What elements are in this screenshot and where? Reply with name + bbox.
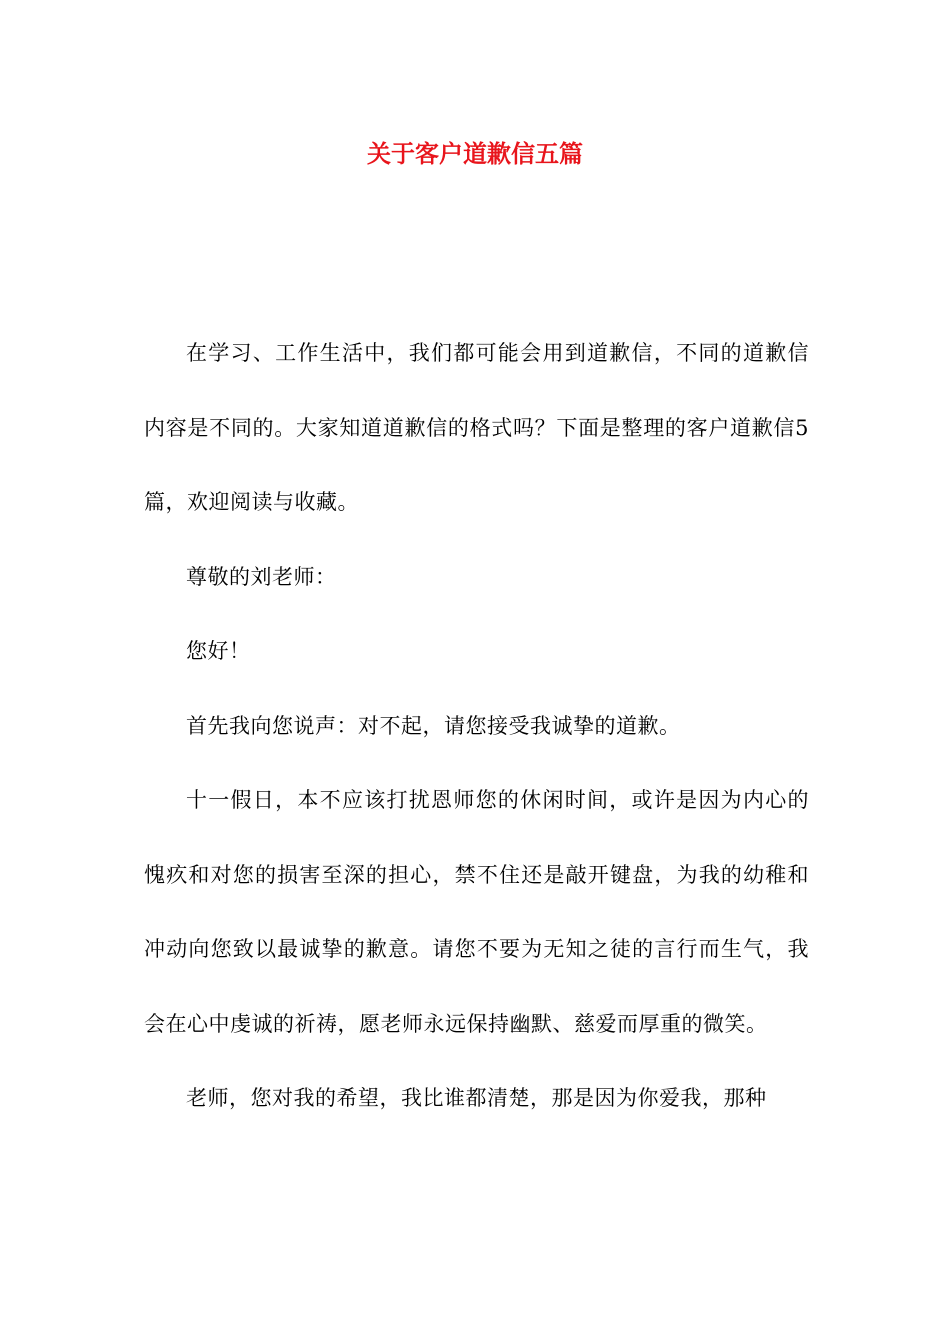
document-body [144, 316, 809, 1136]
paragraph-salutation: 尊敬的刘老师： [186, 564, 337, 589]
paragraph-holiday: 十一假日，本不应该打扰恩师您的休闲时间，或许是因为内心的愧疚和对您的损害至深的担心，禁不住还是敲开键盘，为我的幼稚和冲动向您致以最诚挚的歉意。请您不要为无知之徒的言行而生气，我会在心中虔诚的祈祷，愿老师永远保持幽默、慈爱而厚重的微笑。 [144, 788, 809, 1036]
paragraph-intro: 在学习、工作生活中，我们都可能会用到道歉信，不同的道歉信内容是不同的。大家知道道歉信的格式吗？下面是整理的客户道歉信5篇，欢迎阅读与收藏。 [144, 341, 809, 514]
paragraph-apology: 首先我向您说声：对不起，请您接受我诚挚的道歉。 [186, 713, 681, 738]
document-title: 关于客户道歉信五篇 [367, 139, 583, 168]
paragraph-hope: 老师，您对我的希望，我比谁都清楚，那是因为你爱我，那种 [186, 1086, 767, 1110]
paragraph-greeting: 您好！ [186, 639, 251, 663]
